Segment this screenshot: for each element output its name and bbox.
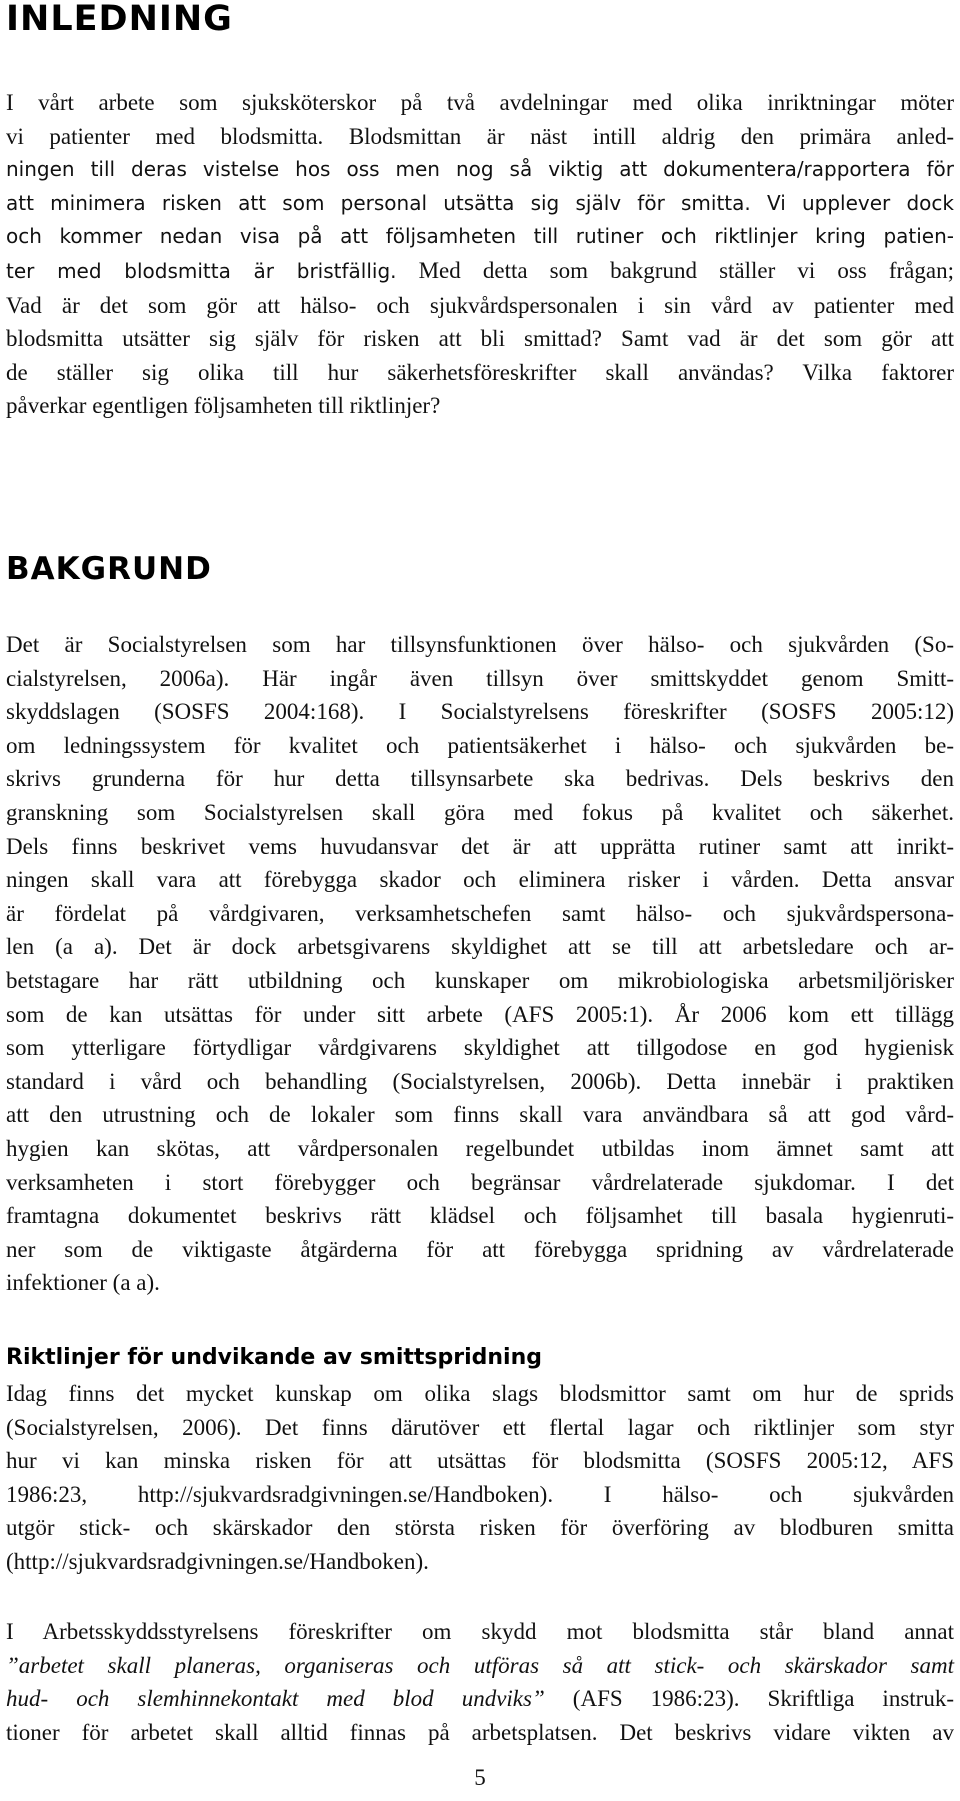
text-line: betstagare har rätt utbildning och kunskaper om mikrobiologiska arbetsmiljörisker	[6, 967, 954, 993]
paragraph-arbetsskydd	[6, 1615, 954, 1749]
text-line: som ytterligare förtydligar vårdgivarens skyldighet att tillgodose en god hygienisk	[6, 1035, 954, 1061]
text-line: och kommer nedan visa på att följsamheten till rutiner och riktlinjer kring patien-	[6, 224, 954, 249]
heading-riktlinjer: Riktlinjer för undvikande av smittspridning	[6, 1345, 542, 1370]
text-line: utgör stick- och skärskador den största risken för överföring av blodburen smitta	[6, 1515, 954, 1541]
text-line: ningen till deras vistelse hos oss men nog så viktig att dokumentera/rapportera för	[6, 157, 954, 182]
text-line	[6, 120, 954, 154]
quote-segment: ”arbetet skall planeras, organiseras och utföras så att stick- och skärskador samt	[6, 1652, 954, 1678]
text-line: standard i vård och behandling (Socialstyrelsen, 2006b). Detta innebär i praktiken	[6, 1068, 954, 1094]
text-line: som de kan utsättas för under sitt arbete (AFS 2005:1). År 2006 kom ett tillägg	[6, 1001, 954, 1027]
text-line	[6, 1682, 954, 1716]
text-segment: (AFS 1986:23). Skriftliga instruk-	[544, 1686, 954, 1712]
text-line: framtagna dokumentet beskrivs rätt klädsel och följsamhet till basala hygienruti-	[6, 1203, 954, 1229]
text-line: de ställer sig olika till hur säkerhetsföreskrifter skall användas? Vilka faktorer	[6, 359, 954, 385]
text-line: skrivs grunderna för hur detta tillsynsarbete ska bedrivas. Dels beskrivs den	[6, 766, 954, 792]
text-line: Dels finns beskrivet vems huvudansvar det är att upprätta rutiner samt att inrikt-	[6, 833, 954, 859]
paragraph-riktlinjer	[6, 1377, 954, 1579]
text-line: tioner för arbetet skall alltid finnas på arbetsplatsen. Det beskrivs vidare vikten av	[6, 1719, 954, 1745]
text-line: Idag finns det mycket kunskap om olika slags blodsmittor samt om hur de sprids	[6, 1381, 954, 1406]
text-segment: ter med blodsmitta är bristfällig.	[6, 258, 397, 283]
text-line: är fördelat på vårdgivaren, verksamhetschefen samt hälso- och sjukvårdspersona-	[6, 900, 954, 926]
heading-inledning: INLEDNING	[6, 0, 233, 39]
text-segment: vi patienter med blodsmitta. Blodsmittan är näst intill aldrig den primära anled-	[6, 123, 954, 149]
text-line: cialstyrelsen, 2006a). Här ingår även tillsyn över smittskyddet genom Smitt-	[6, 665, 954, 691]
text-line: Vad är det som gör att hälso- och sjukvårdspersonalen i sin vård av patienter med	[6, 292, 954, 318]
text-segment: Med detta som bakgrund ställer vi oss frågan;	[396, 257, 954, 283]
heading-bakgrund: BAKGRUND	[6, 551, 212, 587]
text-line: påverkar egentligen följsamheten till riktlinjer?	[6, 393, 441, 419]
text-line: hur vi kan minska risken för att utsättas för blodsmitta (SOSFS 2005:12, AFS	[6, 1448, 954, 1474]
text-line: om ledningssystem för kvalitet och patientsäkerhet i hälso- och sjukvården be-	[6, 732, 954, 758]
page-number: 5	[474, 1765, 486, 1790]
text-line: I Arbetsskyddsstyrelsens föreskrifter om skydd mot blodsmitta står bland annat	[6, 1619, 954, 1644]
paragraph-inledning	[6, 86, 954, 423]
text-line: granskning som Socialstyrelsen skall göra med fokus på kvalitet och säkerhet.	[6, 799, 954, 825]
text-line: hygien kan skötas, att vårdpersonalen regelbundet utbildas inom ämnet samt att	[6, 1135, 954, 1161]
text-line: ningen skall vara att förebygga skador och eliminera risker i vården. Detta ansvar	[6, 867, 954, 893]
text-line: 1986:23, http://sjukvardsradgivningen.se/Handboken). I hälso- och sjukvården	[6, 1481, 954, 1507]
text-line: infektioner (a a).	[6, 1270, 160, 1296]
text-line: skyddslagen (SOSFS 2004:168). I Socialstyrelsens föreskrifter (SOSFS 2005:12)	[6, 699, 954, 725]
quote-segment: hud- och slemhinnekontakt med blod undviks”	[6, 1686, 545, 1712]
text-line: verksamheten i stort förebygger och begränsar vårdrelaterade sjukdomar. I det	[6, 1169, 954, 1195]
text-line	[6, 1649, 954, 1683]
text-line: blodsmitta utsätter sig själv för risken att bli smittad? Samt vad är det som gör att	[6, 326, 954, 352]
text-line	[6, 254, 954, 289]
text-line: att minimera risken att som personal utsätta sig själv för smitta. Vi upplever dock	[6, 190, 954, 215]
text-line: (Socialstyrelsen, 2006). Det finns därutöver ett flertal lagar och riktlinjer som styr	[6, 1414, 954, 1440]
text-line: att den utrustning och de lokaler som finns skall vara användbara så att god vård-	[6, 1102, 954, 1128]
text-line: len (a a). Det är dock arbetsgivarens skyldighet att se till att arbetsledare och ar-	[6, 934, 954, 960]
text-line: ner som de viktigaste åtgärderna för att förebygga spridning av vårdrelaterade	[6, 1236, 954, 1262]
text-line: (http://sjukvardsradgivningen.se/Handboken).	[6, 1548, 429, 1574]
paragraph-bakgrund	[6, 628, 954, 1300]
text-line: I vårt arbete som sjuksköterskor på två avdelningar med olika inriktningar möter	[6, 90, 954, 115]
text-line: Det är Socialstyrelsen som har tillsynsfunktionen över hälso- och sjukvården (So-	[6, 632, 954, 657]
